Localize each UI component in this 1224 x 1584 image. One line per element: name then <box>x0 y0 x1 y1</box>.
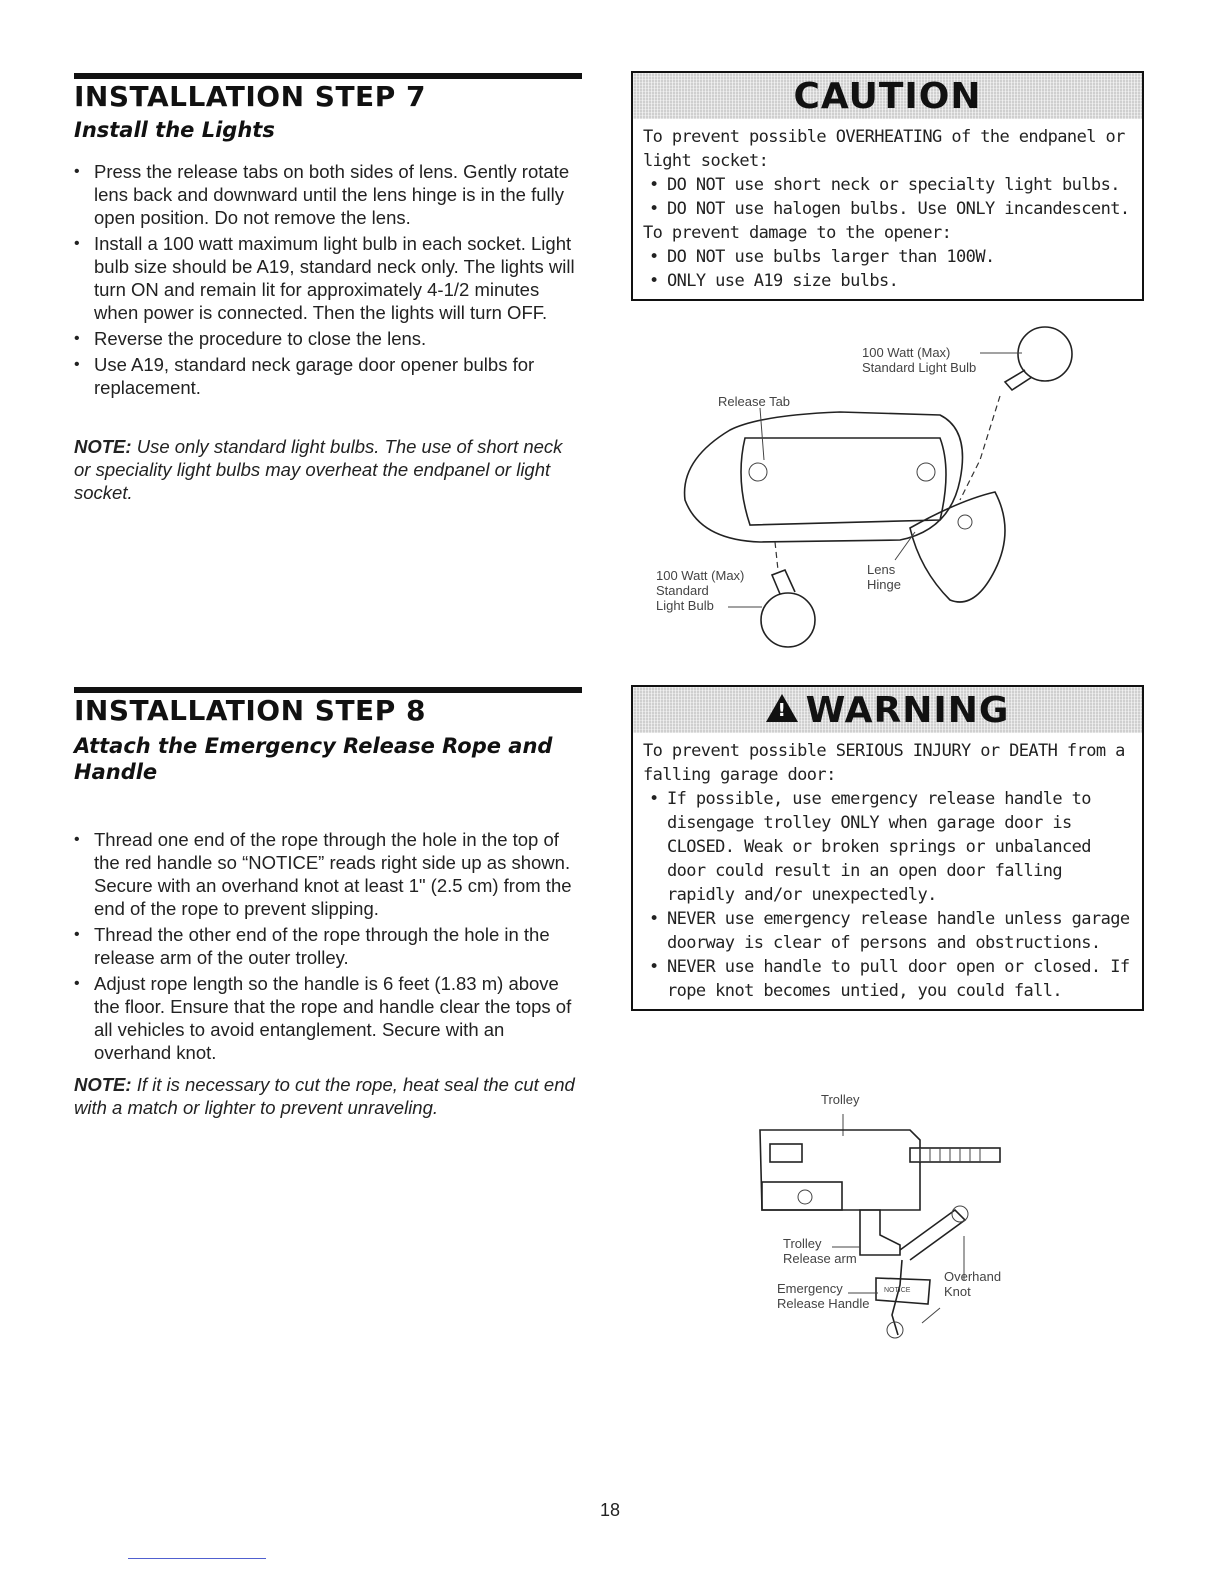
trolley-illustration <box>750 1110 1030 1360</box>
lens-hinge-leader <box>895 532 915 560</box>
list-item: • ONLY use A19 size bulbs. <box>643 269 1132 293</box>
release-tab-label: Release Tab <box>718 394 791 409</box>
note-text: Use only standard light bulbs. The use of short neck or speciality light bulbs may overheat the endpanel or light socket. <box>74 436 563 503</box>
release-arm <box>860 1210 900 1255</box>
rope <box>900 1210 965 1260</box>
caution-body <box>633 119 1142 299</box>
note-label: NOTE: <box>74 436 132 457</box>
list-item: • DO NOT use halogen bulbs. Use ONLY incandescent. <box>643 197 1132 221</box>
warning-box <box>631 685 1144 1011</box>
lens-open <box>910 492 1005 602</box>
caution-header <box>633 73 1142 119</box>
list-item: • Thread one end of the rope through the hole in the top of the red handle so “NOTICE” reads right side up as shown. Secure with an overhand knot at least 1" (2.5 cm) from the end of the rope to prevent slipping. <box>74 828 584 920</box>
list-item: • Reverse the procedure to close the lens. <box>74 327 584 350</box>
bulb-top-neck <box>1005 370 1032 390</box>
bulb-bottom-icon <box>761 593 815 647</box>
lens-hinge-label-line1: Lens <box>867 562 896 577</box>
trolley-label: Trolley <box>821 1092 860 1107</box>
step7-note <box>74 435 579 504</box>
bulb-top-guide <box>960 396 1000 500</box>
trolley-hole <box>798 1190 812 1204</box>
endpanel <box>741 438 946 525</box>
bulb-top-label <box>862 345 976 375</box>
caution-list-2 <box>643 245 1132 293</box>
handle-notice-text: NOTICE <box>884 1287 911 1294</box>
list-item: • If possible, use emergency release handle to disengage trolley ONLY when garage door is CLOSED. Weak or broken springs or unbalanced door could result in an open door falling rapidly and/or unexpectedly. <box>643 787 1132 907</box>
bulb-bottom-label-line3: Light Bulb <box>656 598 714 613</box>
list-item: • Adjust rope length so the handle is 6 feet (1.83 m) above the floor. Ensure that the rope and handle clear the tops of all vehicles to avoid entanglement. Secure with an overhand knot. <box>74 972 584 1064</box>
release-arm-label-line1: Trolley <box>783 1236 822 1251</box>
handle-label-line1: Emergency <box>777 1281 843 1296</box>
release-arm-label-line2: Release arm <box>783 1251 857 1266</box>
list-item: • Use A19, standard neck garage door opener bulbs for replacement. <box>74 353 584 399</box>
warning-list <box>643 787 1132 1003</box>
bulb-bottom-guide <box>775 542 778 570</box>
bulb-bottom-label-line2: Standard <box>656 583 709 598</box>
bulb-bottom-label-line1: 100 Watt (Max) <box>656 568 745 583</box>
list-item: • DO NOT use short neck or specialty light bulbs. <box>643 173 1132 197</box>
list-item: • DO NOT use bulbs larger than 100W. <box>643 245 1132 269</box>
socket-left <box>749 463 767 481</box>
overhand-knot-label-line2: Knot <box>944 1284 971 1299</box>
caution-list-1 <box>643 173 1132 221</box>
bulb-bottom-label <box>656 568 744 613</box>
step7-subtitle: Install the Lights <box>74 118 275 142</box>
note-label: NOTE: <box>74 1074 132 1095</box>
step8-rule <box>74 687 582 693</box>
release-arm-label <box>783 1236 857 1266</box>
page-number: 18 <box>600 1500 621 1520</box>
step7-title: INSTALLATION STEP 7 <box>74 80 426 113</box>
list-item: • NEVER use emergency release handle unless garage doorway is clear of persons and obstructions. <box>643 907 1132 955</box>
caution-title: CAUTION <box>793 75 982 117</box>
knot-bottom-leader <box>922 1308 940 1323</box>
socket-right <box>917 463 935 481</box>
warning-icon <box>766 694 798 722</box>
list-item: • Press the release tabs on both sides of lens. Gently rotate lens back and downward until the lens hinge is in the fully open position. Do not remove the lens. <box>74 160 584 229</box>
lens-hinge-label <box>867 562 901 592</box>
bulb-bottom-neck <box>772 570 795 594</box>
trolley-lower <box>762 1182 842 1210</box>
bulb-top-icon <box>1018 327 1072 381</box>
warning-title: WARNING <box>805 689 1010 731</box>
note-text: If it is necessary to cut the rope, heat seal the cut end with a match or lighter to prevent unraveling. <box>74 1074 575 1118</box>
trolley-slot <box>770 1144 802 1162</box>
step7-bullet-list <box>74 160 584 402</box>
step8-subtitle: Attach the Emergency Release Rope and Handle <box>74 734 553 784</box>
caution-intro-2: To prevent damage to the opener: <box>643 223 952 243</box>
warning-body <box>633 733 1142 1009</box>
trolley-body <box>760 1130 920 1210</box>
trolley-bolt <box>910 1148 1000 1162</box>
list-item: • NEVER use handle to pull door open or closed. If rope knot becomes untied, you could fall. <box>643 955 1132 1003</box>
warning-intro: To prevent possible SERIOUS INJURY or DEATH from a falling garage door: <box>643 741 1125 785</box>
step8-bullet-list <box>74 828 584 1067</box>
overhand-knot-label <box>944 1269 1001 1299</box>
warning-header <box>633 687 1142 733</box>
list-item: • Install a 100 watt maximum light bulb in each socket. Light bulb size should be A19, standard neck only. The lights will turn ON and remain lit for approximately 4-1/2 minutes when power is connected. Then the lights will turn OFF. <box>74 232 584 324</box>
release-tab-leader <box>760 408 764 460</box>
overhand-knot-label-line1: Overhand <box>944 1269 1002 1284</box>
lens-hinge-icon <box>958 515 972 529</box>
bulb-top-label-line1: 100 Watt (Max) <box>862 345 951 360</box>
handle-label-line2: Release Handle <box>777 1296 870 1311</box>
caution-intro: To prevent possible OVERHEATING of the endpanel or light socket: <box>643 127 1125 171</box>
list-item: • Thread the other end of the rope through the hole in the release arm of the outer trolley. <box>74 923 584 969</box>
step8-title: INSTALLATION STEP 8 <box>74 694 426 727</box>
handle-label <box>777 1281 870 1311</box>
lens-hinge-label-line2: Hinge <box>867 577 901 592</box>
step7-rule <box>74 73 582 79</box>
caution-box <box>631 71 1144 301</box>
bulb-top-label-line2: Standard Light Bulb <box>862 360 977 375</box>
footer-link-underline <box>128 1558 266 1559</box>
step8-note <box>74 1073 584 1119</box>
